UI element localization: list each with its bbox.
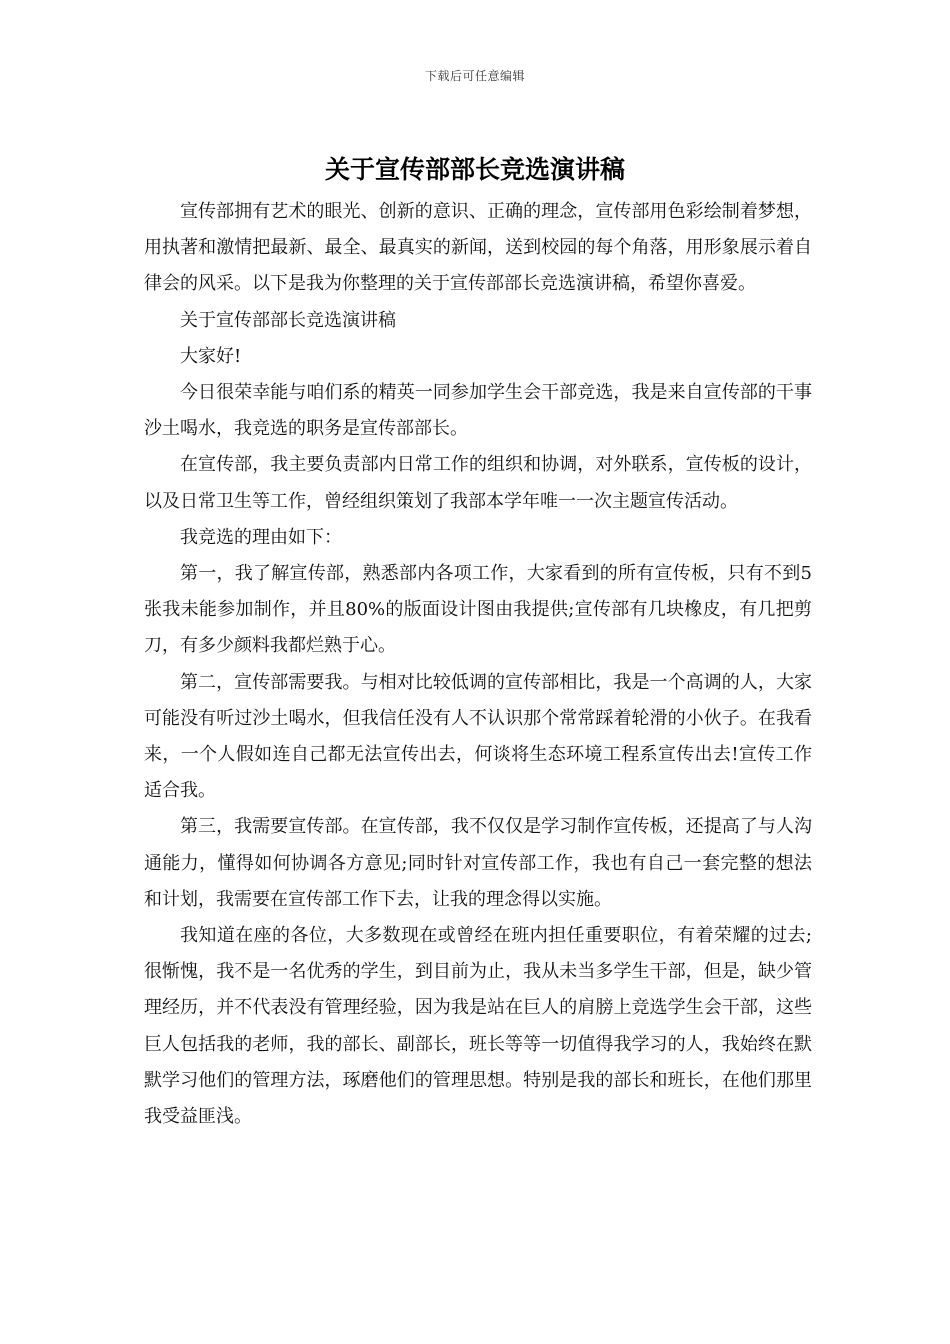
paragraph-reason-two: 第二，宣传部需要我。与相对比较低调的宣传部相比，我是一个高调的人，大家可能没有听过沙土喝水，但我信任没有人不认识那个常常踩着轮滑的小伙子。在我看来，一个人假如连自己都无法宣传出去，何谈将生态环境工程系宣传出去!宣传工作适合我。	[144, 671, 812, 802]
paragraph-intro: 宣传部拥有艺术的眼光、创新的意识、正确的理念，宣传部用色彩绘制着梦想，用执著和激情把最新、最全、最真实的新闻，送到校园的每个角落，用形象展示着自律会的风采。以下是我为你整理的关于宣传部部长竞选演讲稿，希望你喜爱。	[144, 201, 812, 295]
header-note: 下载后可任意编辑	[424, 69, 525, 83]
paragraph-subtitle: 关于宣传部部长竞选演讲稿	[180, 309, 396, 331]
paragraph-reasons-heading: 我竞选的理由如下：	[180, 526, 342, 548]
document-body	[144, 194, 812, 1135]
paragraph-greeting: 大家好!	[180, 345, 242, 367]
paragraph-reason-three: 第三，我需要宣传部。在宣传部，我不仅仅是学习制作宣传板，还提高了与人沟通能力，懂得如何协调各方意见;同时针对宣传部工作，我也有自己一套完整的想法和计划，我需要在宣传部工作下去，让我的理念得以实施。	[144, 816, 812, 910]
document-title: 关于宣传部部长竞选演讲稿	[324, 155, 625, 184]
paragraph-closing: 我知道在座的各位，大多数现在或曾经在班内担任重要职位，有着荣耀的过去;很惭愧，我不是一名优秀的学生，到目前为止，我从未当多学生干部，但是，缺少管理经历，并不代表没有管理经验，因为我是站在巨人的肩膀上竞选学生会干部，这些巨人包括我的老师，我的部长、副部长，班长等等一切值得我学习的人，我始终在默默学习他们的管理方法，琢磨他们的管理思想。特别是我的部长和班长，在他们那里我受益匪浅。	[144, 925, 812, 1128]
paragraph-self-introduction: 今日很荣幸能与咱们系的精英一同参加学生会干部竞选，我是来自宣传部的干事沙土喝水，我竞选的职务是宣传部部长。	[144, 382, 812, 440]
paragraph-reason-one: 第一，我了解宣传部，熟悉部内各项工作，大家看到的所有宣传板，只有不到5张我未能参加制作，并且80%的版面设计图由我提供;宣传部有几块橡皮，有几把剪刀，有多少颜料我都烂熟于心。	[144, 563, 812, 657]
paragraph-responsibilities: 在宣传部，我主要负责部内日常工作的组织和协调，对外联系，宣传板的设计，以及日常卫生等工作，曾经组织策划了我部本学年唯一一次主题宣传活动。	[144, 454, 812, 512]
